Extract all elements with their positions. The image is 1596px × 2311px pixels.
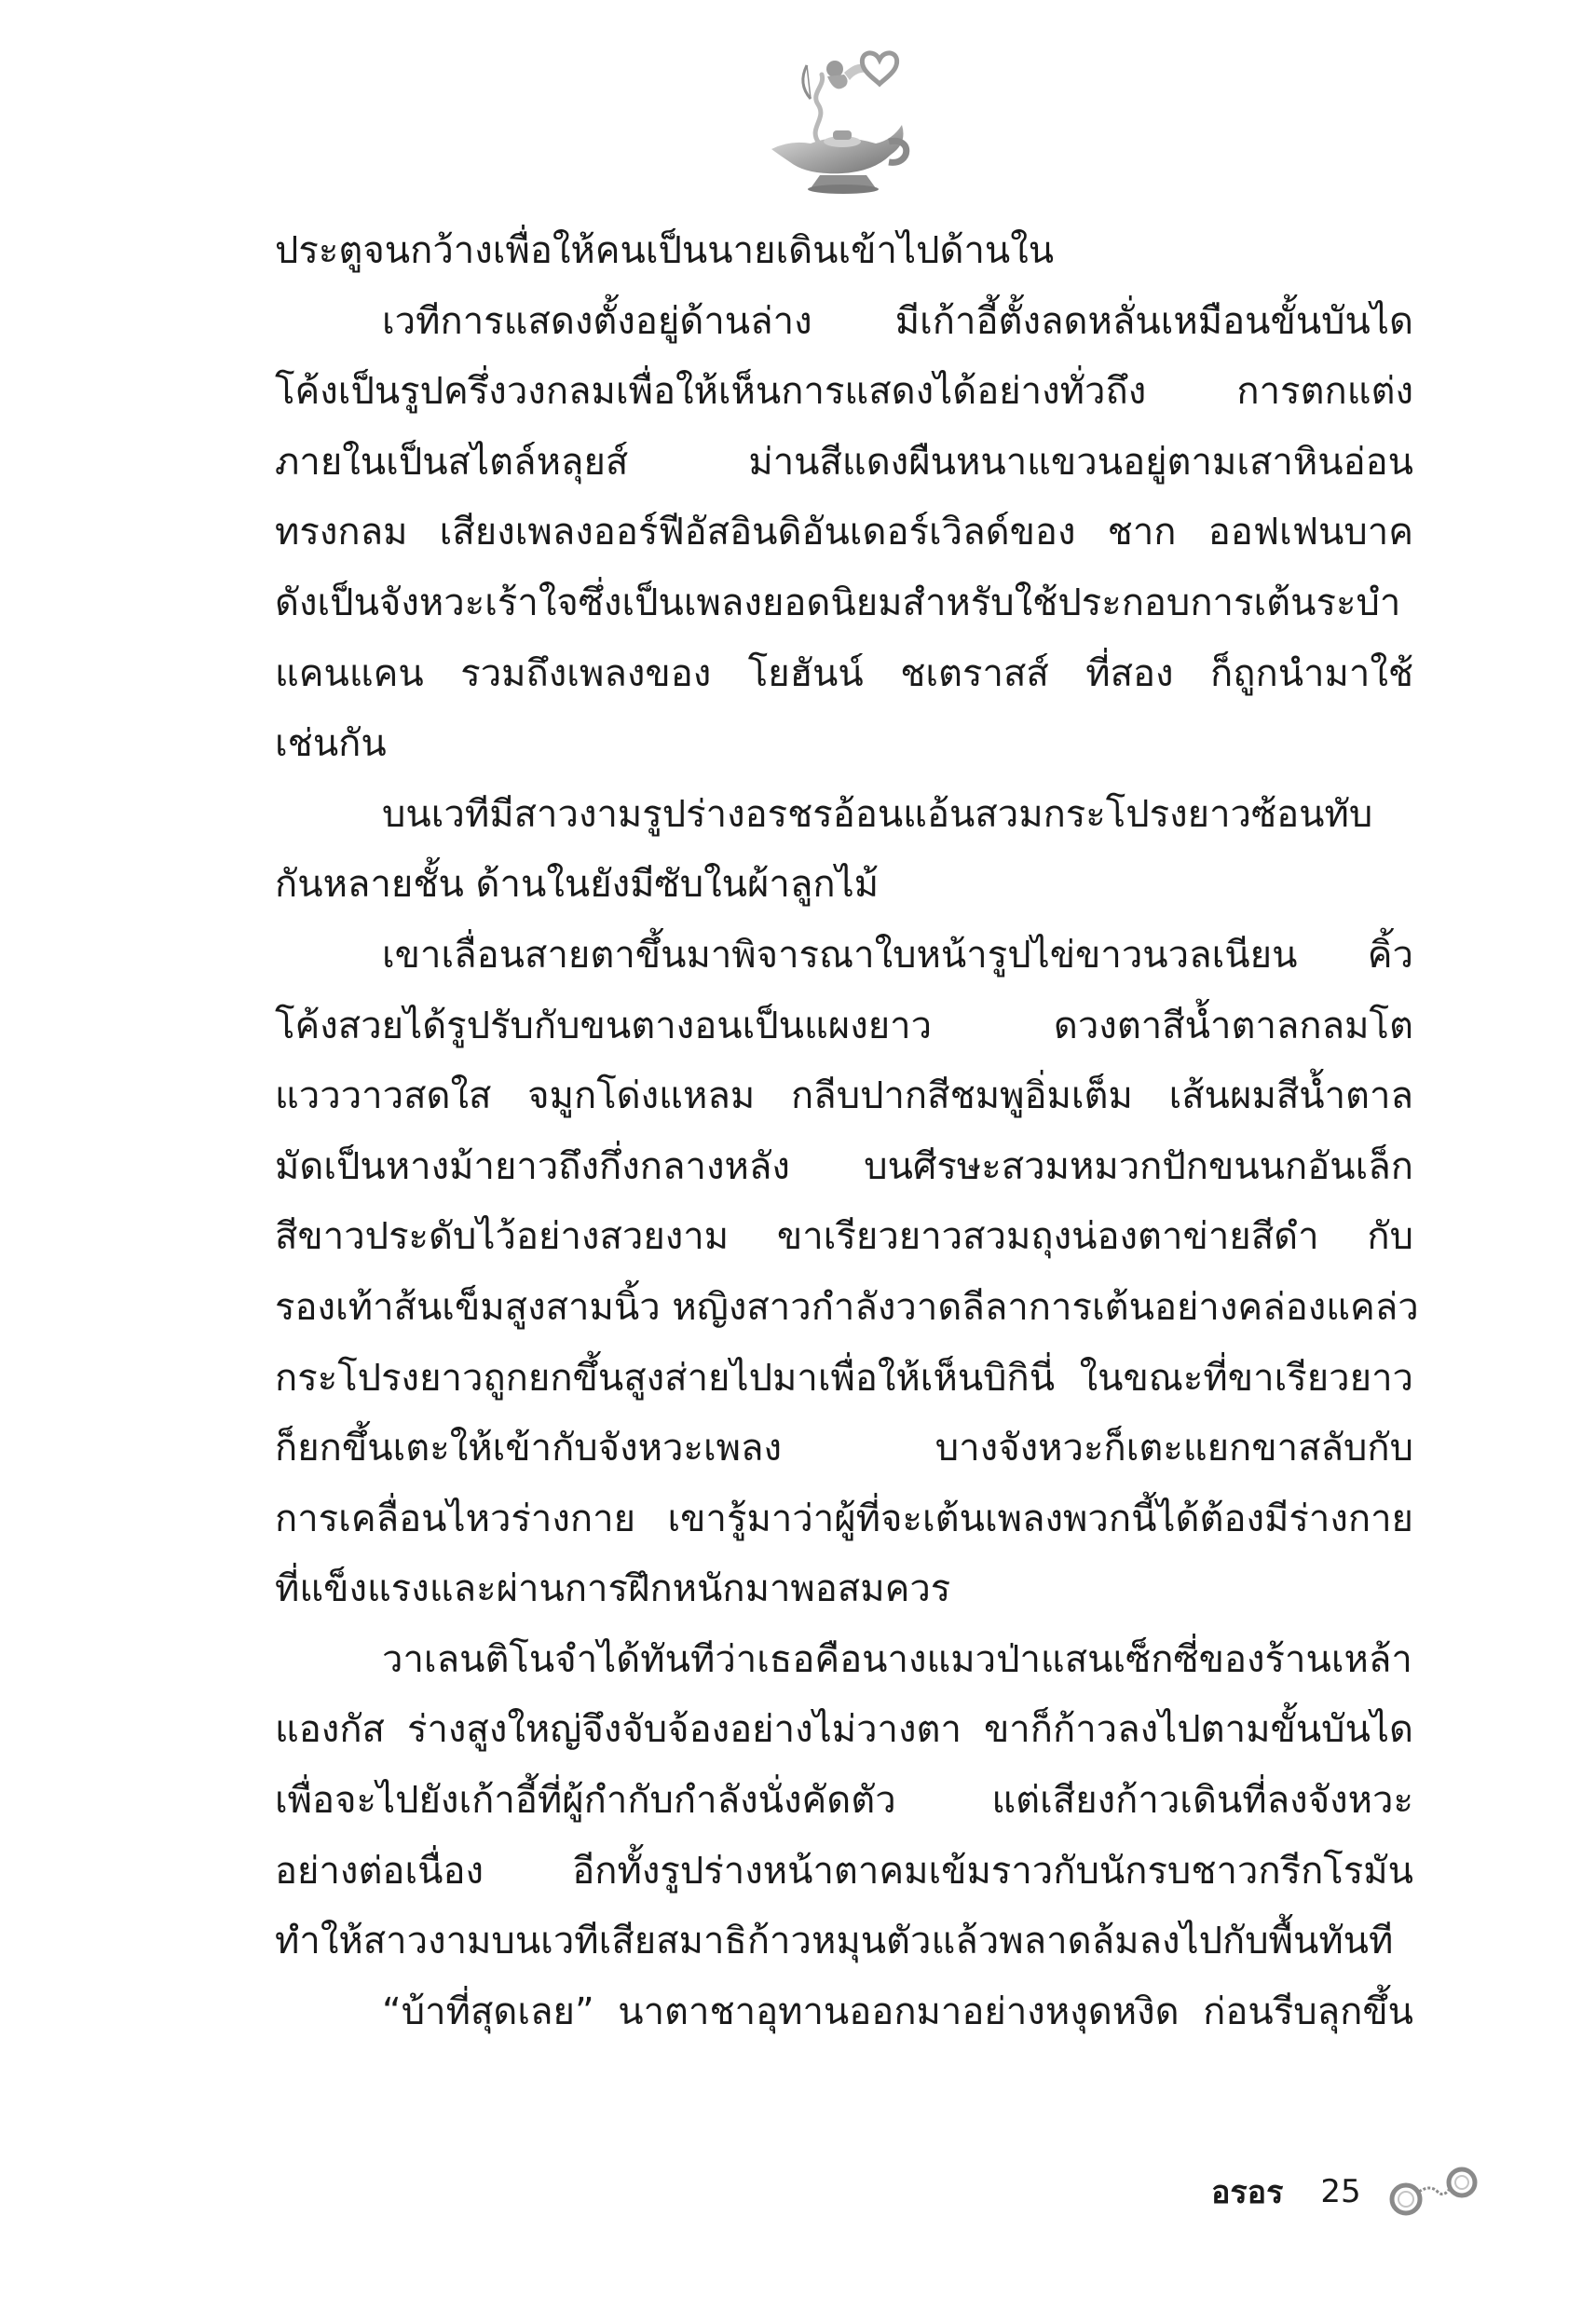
text-line: โค้งเป็นรูปครึ่งวงกลมเพื่อให้เห็นการแสดงได้อย่างทั่วถึง การตกแต่ง xyxy=(275,370,1413,414)
text-line: ทรงกลม เสียงเพลงออร์ฟีอัสอินดิอันเดอร์เวิลด์ของ ชาก ออฟเฟนบาค xyxy=(275,511,1413,554)
text-line: เขาเลื่อนสายตาขึ้นมาพิจารณาใบหน้ารูปไข่ขาวนวลเนียน คิ้ว xyxy=(382,933,1413,977)
text-line: กระโปรงยาวถูกยกขึ้นสูงส่ายไปมาเพื่อให้เห็นบิกินี่ ในขณะที่ขาเรียวยาว xyxy=(275,1356,1413,1400)
text-line: ที่แข็งแรงและผ่านการฝึกหนักมาพอสมควร xyxy=(275,1567,951,1611)
running-book-title: อรอร xyxy=(1211,2174,1284,2211)
text-line: ดังเป็นจังหวะเร้าใจซึ่งเป็นเพลงยอดนิยมสำหรับใช้ประกอบการเต้นระบำ xyxy=(275,581,1401,624)
text-line: ภายในเป็นสไตล์หลุยส์ ม่านสีแดงผืนหนาแขวนอยู่ตามเสาหินอ่อน xyxy=(275,440,1413,484)
body-text xyxy=(275,216,1419,2047)
magic-lamp-with-cupid-icon xyxy=(753,39,917,198)
text-line: อย่างต่อเนื่อง อีกทั้งรูปร่างหน้าตาคมเข้มราวกับนักรบชาวกรีกโรมัน xyxy=(275,1849,1413,1893)
text-line: รองเท้าส้นเข็มสูงสามนิ้ว หญิงสาวกำลังวาดลีลาการเต้นอย่างคล่องแคล่ว xyxy=(275,1285,1419,1329)
text-line: กันหลายชั้น ด้านในยังมีซับในผ้าลูกไม้ xyxy=(275,863,880,907)
handcuffs-icon xyxy=(1382,2164,1484,2220)
page-number: 25 xyxy=(1320,2173,1361,2210)
text-line: โค้งสวยได้รูปรับกับขนตางอนเป็นแผงยาว ดวงตาสีน้ำตาลกลมโต xyxy=(275,1004,1413,1047)
text-line: ทำให้สาวงามบนเวทีเสียสมาธิก้าวหมุนตัวแล้วพลาดล้มลงไปกับพื้นทันที xyxy=(275,1920,1394,1963)
page-footer xyxy=(1211,2162,1484,2222)
text-line: การเคลื่อนไหวร่างกาย เขารู้มาว่าผู้ที่จะเต้นเพลงพวกนี้ได้ต้องมีร่างกาย xyxy=(275,1497,1413,1540)
text-line: ประตูจนกว้างเพื่อให้คนเป็นนายเดินเข้าไปด้านใน xyxy=(275,229,1055,272)
text-line: สีขาวประดับไว้อย่างสวยงาม ขาเรียวยาวสวมถุงน่องตาข่ายสีดำ กับ xyxy=(275,1215,1413,1259)
text-line: แคนแคน รวมถึงเพลงของ โยฮันน์ ชเตราสส์ ที่สอง ก็ถูกนำมาใช้ xyxy=(275,651,1413,695)
text-line: แวววาวสดใส จมูกโด่งแหลม กลีบปากสีชมพูอิ่มเต็ม เส้นผมสีน้ำตาล xyxy=(275,1074,1413,1118)
text-line: มัดเป็นหางม้ายาวถึงกึ่งกลางหลัง บนศีรษะสวมหมวกปักขนนกอันเล็ก xyxy=(275,1144,1413,1188)
text-line: แองกัส ร่างสูงใหญ่จึงจับจ้องอย่างไม่วางตา ขาก็ก้าวลงไปตามขั้นบันได xyxy=(275,1708,1413,1752)
text-line: “บ้าที่สุดเลย” นาตาชาอุทานออกมาอย่างหงุดหงิด ก่อนรีบลุกขึ้น xyxy=(382,1990,1413,2033)
text-line: ก็ยกขึ้นเตะให้เข้ากับจังหวะเพลง บางจังหวะก็เตะแยกขาสลับกับ xyxy=(275,1427,1413,1470)
text-line: เพื่อจะไปยังเก้าอี้ที่ผู้กำกับกำลังนั่งคัดตัว แต่เสียงก้าวเดินที่ลงจังหวะ xyxy=(275,1779,1413,1823)
text-line: เวทีการแสดงตั้งอยู่ด้านล่าง มีเก้าอี้ตั้งลดหลั่นเหมือนขั้นบันได xyxy=(382,299,1413,343)
text-line: บนเวทีมีสาวงามรูปร่างอรชรอ้อนแอ้นสวมกระโปรงยาวซ้อนทับ xyxy=(382,792,1373,836)
text-line: วาเลนติโนจำได้ทันทีว่าเธอคือนางแมวป่าแสนเซ็กซี่ของร้านเหล้า xyxy=(382,1637,1412,1681)
text-line: เช่นกัน xyxy=(275,722,387,766)
